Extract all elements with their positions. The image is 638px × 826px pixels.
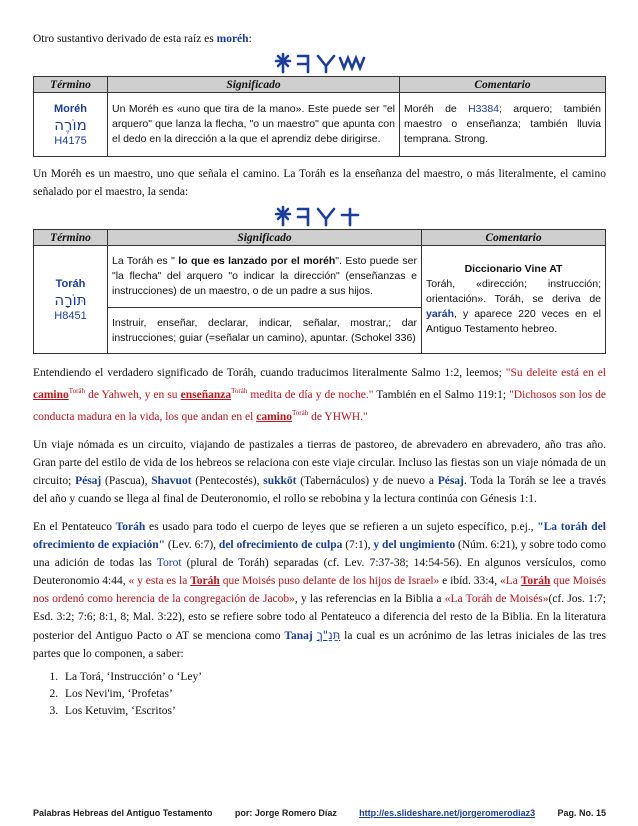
- table-moreh: [33, 76, 606, 157]
- footer-link[interactable]: http://es.slideshare.net/jorgeromerodiaz3: [359, 808, 536, 818]
- footer-page-number: Pag. No. 15: [557, 808, 606, 818]
- table2-header-significado: Significado: [108, 230, 422, 246]
- term-moreh: Moréh: [54, 102, 87, 115]
- table2-header-comentario: Comentario: [422, 230, 606, 246]
- strong-link-h3384[interactable]: H3384;: [468, 103, 502, 115]
- hebrew-torah: תּוֹרָה: [54, 290, 87, 309]
- hebrew-moreh: מוֹרֶה: [54, 115, 87, 134]
- paragraph-pentateuco: En el Pentateuco Toráh es usado para todo el cuerpo de leyes que se refieren a un sujeto específico, p.ej., "La toráh del ofrecimiento de expiación" (Lev. 6:7), del ofrecimiento de culpa (7:1), y del ungimiento (Núm. 6:21), y sobre todo como una adición de todas las Torot (plural de Toráh) separadas (cf. Lev. 7:37-38; 14:54-56). En algunos versículos, como Deuteronomio 4:44, « y esta es la Toráh que Moisés puso delante de los hijos de Israel» e ibíd. 33:4, «La Toráh que Moisés nos ordenó como herencia de la congregación de Jacob», y las referencias en la Biblia a «La Toráh de Moisés»(cf. Jos. 1:7; Esd. 3:2; 7:6; 8:1, 8; Mal. 3:22), esto se refiere sobre todo al Pentateuco a diferencia del resto de la Biblia. En la literatura posterior del Antiguo Pacto o AT se menciona como Tanaj תַּנַ"ךְ la cual es un acrónimo de las letras iniciales de las tres partes que lo componen, a saber:: [33, 520, 607, 660]
- footer-title: Palabras Hebreas del Antiguo Testamento: [33, 808, 213, 818]
- table1-header-significado: Significado: [108, 77, 400, 93]
- strong-number: H4175: [54, 134, 87, 147]
- page-footer: [33, 808, 606, 818]
- paragraph-salmo: Entendiendo el verdadero significado de Toráh, cuando traducimos literalmente Salmo 1:2, leemos; "Su deleite está en el camino$^{Toráh}$ de Yahweh, y en su enseñanza$^{Toráh}$ medita de día y de noche." También en el Salmo 119:1; "Dichosos son los de conducta madura en la vida, los que andan en el camino$^{Toráh}$ de YHWH.": [33, 367, 606, 423]
- list-item: 3. Los Ketuvim, ‘Escritos’: [61, 703, 606, 720]
- tanaj-parts-list: [61, 669, 606, 720]
- table1-term-cell: [34, 93, 108, 157]
- paragraph-viaje-nomada: Un viaje nómada es un circuito, viajando de pastizales a tierras de pastoreo, de abrevadero en abrevadero, año tras año. Gran parte del estilo de vida de los hebreos se relaciona con este viaje circular. Incluso las fiestas son un viaje nómada de un circuito; Pésaj (Pascua), Shavuot (Pentecostés), sukkōt (Tabernáculos) y de nuevo a Pésaj. Toda la Toráh se lee a través del año y cuando se llega al final de Deuteronomio, el rollo se rebobina y la lectura continúa con Génesis 1:1.: [33, 438, 606, 505]
- footer-author: por: Jorge Romero Díaz: [234, 808, 337, 818]
- list-item: 2. Los Nevi'im, ‘Profetas’: [61, 686, 606, 703]
- table2-significado-1: La Toráh es " lo que es lanzado por el moréh". Esto puede ser "la flecha" del arquero "o indicar la dirección" (enseñanzas e instrucciones) de un maestro, o de un padre a sus hijos.: [108, 246, 422, 308]
- paleo-hebrew-torah-glyphs: [33, 205, 606, 229]
- table2-term-cell: [34, 246, 108, 354]
- table1-header-termino: Término: [34, 77, 108, 93]
- term-torah: Toráh: [55, 277, 86, 290]
- intro-text: Otro sustantivo derivado de esta raíz es: [33, 33, 217, 45]
- tanaj-hebrew: תַּנַ"ךְ: [316, 627, 341, 642]
- strong-number: H8451: [54, 309, 87, 322]
- document-page: [33, 30, 606, 720]
- intro-word: moréh: [216, 33, 249, 45]
- paleo-glyph-icon: [274, 52, 366, 74]
- paragraph-moreh-maestro: Un Moréh es un maestro, uno que señala el camino. La Toráh es la enseñanza del maestro, o más literalmente, el camino señalado por el maestro, la senda:: [33, 168, 606, 198]
- table-torah: [33, 229, 606, 354]
- paleo-glyph-icon: [274, 205, 366, 227]
- table1-comentario: Moréh de H3384; arquero; también maestro o enseñanza; también lluvia temprana. Strong.: [400, 93, 606, 157]
- vine-dictionary-title: Diccionario Vine AT: [464, 263, 563, 275]
- table2-comentario: Diccionario Vine AT Toráh, «dirección; instrucción; orientación». Toráh, se deriva de yaráh, y aparece 220 veces en el Antiguo Testamento hebreo.: [422, 246, 606, 354]
- yarah-link[interactable]: yaráh: [426, 308, 455, 320]
- table1-header-comentario: Comentario: [400, 77, 606, 93]
- table2-significado-2: Instruir, enseñar, declarar, indicar, señalar, mostrar,; dar instrucciones; guiar (=señalar un camino), apuntar. (Schokel 336): [108, 308, 422, 354]
- paleo-hebrew-moreh-glyphs: [33, 52, 606, 76]
- table1-significado: Un Moréh es «uno que tira de la mano». Este puede ser "el arquero" que lanza la flecha, "o un maestro" que apunta con el dedo en la dirección a la que el aprendiz debe dirigirse.: [108, 93, 400, 157]
- table2-header-termino: Término: [34, 230, 108, 246]
- intro-line: Otro sustantivo derivado de esta raíz es moréh:: [33, 33, 252, 45]
- list-item: 1. La Torá, ‘Instrucción’ o ‘Ley’: [61, 669, 606, 686]
